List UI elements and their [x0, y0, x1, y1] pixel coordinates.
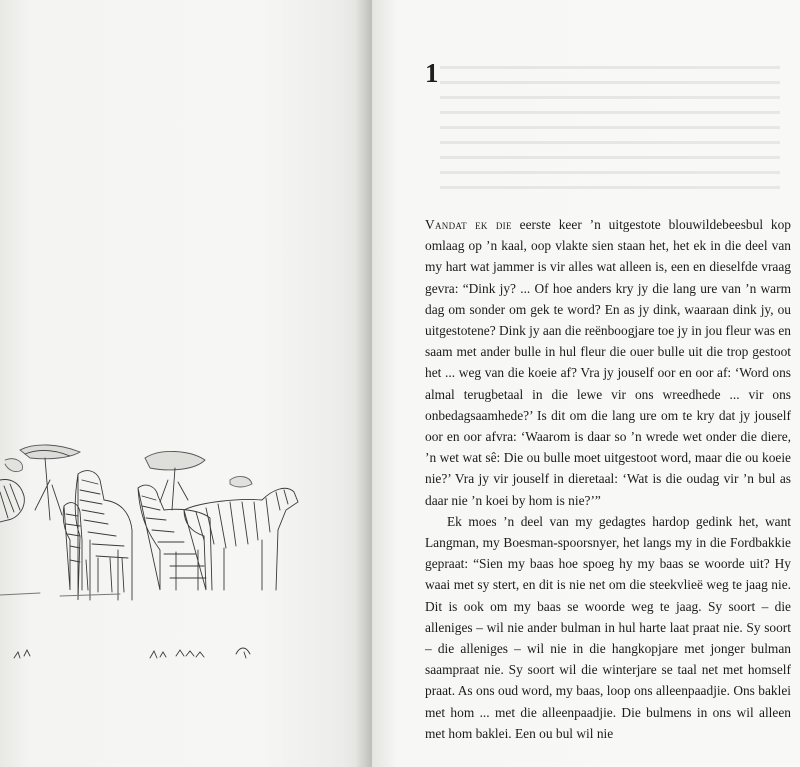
ground-line [0, 593, 250, 658]
zebra-right [184, 488, 298, 590]
zebra-illustration [0, 440, 330, 680]
acacia-tree-left [5, 445, 80, 520]
paragraph-1-text: eerste keer ’n uitgestote blouwildebeesbul kop omlaag op ’n kaal, oop vlakte sien staan het, het ek in die deel van my hart wat jammer is vir alles wat alleen is, een en dieselfde vraag gevra: “Dink jy? ... Of hoe anders kry jy die lang ure van ’n warm dag om sonder om gek te word? En as jy dink, waaraan dink jy, ou uitgestotene? Dink jy aan die reënboogjare toe jy in jou fleur was en saam met ander bulle in hul fleur die ouer bulle uit die trop gestoot het ... weg van die koeie af? Vra jy jouself oor en oor af: ‘Word ons almal terugbetaal in die lewe vir ons wreedhede ... vir ons onbedagsaamhede?’ Is dit om die lang ure om te kry dat jy jouself oor en oor afvra: ‘Waarom is daar so ’n wrede wet onder die diere, ’n wet wat sê: Die ou bulle moet uitgestoot word, maar die ou koeie nie?’ Vra jy vir jouself in dieretaal: ‘Wat is die oudag vir ’n bul as daar nie ’n koei by hom is nie?’” [425, 217, 791, 508]
paragraph-2: Ek moes ’n deel van my gedagtes hardop gedink het, want Langman, my Boesman-spoorsnyer, het langs my in die Fordbakkie gepraat: “Sien my baas hoe spoeg hy my baas se woorde uit? Hy waai met sy stert, en dit is nie net om die steekvlieë weg te jaag nie. Dit is ook om my baas se woorde weg te jaag. Sy soort – die alleniges – wil nie ander bulman in hul harte laat praat nie. Sy soort – die alleniges – wil nie in die hangkopjare met jonger bulman saampraat nie. Sy soort wil die winterjare se taal net met homself praat. As ons oud word, my baas, loop ons alleenpaadjie. Ons baklei met hom ... met die alleenpaadjie. Die bulmens in ons wil alleen met hom baklei. Een ou bul wil nie [425, 513, 791, 741]
left-page [0, 0, 372, 767]
acacia-tree-center [145, 451, 252, 510]
zebra-middle [138, 485, 212, 590]
zebra-small [63, 503, 82, 590]
chapter-body [425, 214, 791, 744]
paragraph-lead-in: Vandat ek die [425, 217, 512, 232]
chapter-number: 1 [425, 58, 439, 88]
paragraph-1 [425, 214, 791, 511]
zebra-partial-left [0, 480, 24, 522]
zebra-front-1 [75, 471, 132, 600]
